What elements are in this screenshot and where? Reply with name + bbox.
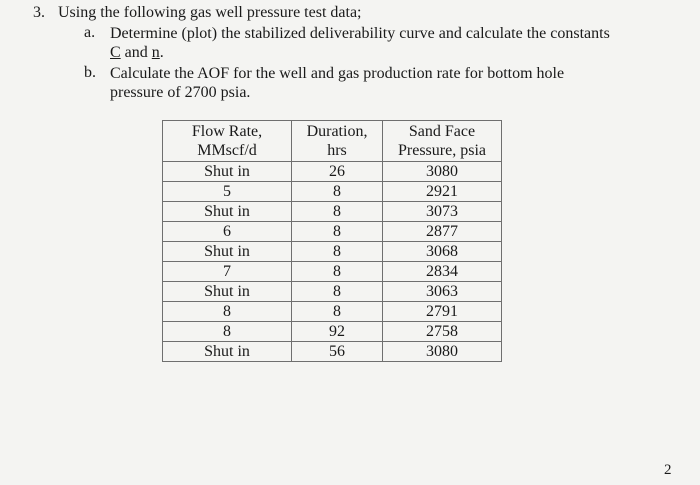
header-duration: Duration, hrs xyxy=(292,121,383,162)
item-a-and: and xyxy=(120,44,152,61)
cell-flow-rate: Shut in xyxy=(163,342,292,362)
cell-pressure: 2921 xyxy=(383,182,502,202)
cell-pressure: 2834 xyxy=(383,262,502,282)
cell-pressure: 2758 xyxy=(383,322,502,342)
cell-duration: 8 xyxy=(292,222,383,242)
page-number: 2 xyxy=(664,462,672,478)
cell-flow-rate: 8 xyxy=(163,322,292,342)
table-row xyxy=(163,222,502,242)
table-row xyxy=(163,242,502,262)
cell-flow-rate: Shut in xyxy=(163,202,292,222)
table-row xyxy=(163,262,502,282)
item-b-label: b. xyxy=(84,64,96,81)
header-flow-rate: Flow Rate, MMscf/d xyxy=(163,121,292,162)
cell-duration: 8 xyxy=(292,262,383,282)
table-row xyxy=(163,322,502,342)
cell-duration: 92 xyxy=(292,322,383,342)
question-number: 3. xyxy=(33,4,45,21)
cell-duration: 8 xyxy=(292,182,383,202)
cell-pressure: 3068 xyxy=(383,242,502,262)
table-row xyxy=(163,282,502,302)
item-b-line1: Calculate the AOF for the well and gas production rate for bottom hole xyxy=(110,65,565,82)
table-row xyxy=(163,162,502,182)
cell-flow-rate: Shut in xyxy=(163,282,292,302)
table-row xyxy=(163,182,502,202)
cell-pressure: 3080 xyxy=(383,162,502,182)
item-b-line2: pressure of 2700 psia. xyxy=(110,84,251,101)
item-a-period: . xyxy=(159,44,164,61)
cell-flow-rate: 7 xyxy=(163,262,292,282)
cell-duration: 8 xyxy=(292,242,383,262)
item-a-text xyxy=(110,24,610,62)
table-row xyxy=(163,302,502,322)
table-header-row xyxy=(163,121,502,162)
item-b-text xyxy=(110,64,564,102)
cell-pressure: 3080 xyxy=(383,342,502,362)
table-row xyxy=(163,202,502,222)
pressure-test-table xyxy=(162,120,502,362)
cell-flow-rate: Shut in xyxy=(163,242,292,262)
cell-duration: 8 xyxy=(292,282,383,302)
cell-pressure: 3063 xyxy=(383,282,502,302)
cell-pressure: 2877 xyxy=(383,222,502,242)
constant-c: C xyxy=(110,44,121,61)
cell-flow-rate: 5 xyxy=(163,182,292,202)
item-a-line1: Determine (plot) the stabilized deliverability curve and calculate the constants xyxy=(110,25,610,42)
cell-flow-rate: 8 xyxy=(163,302,292,322)
cell-duration: 8 xyxy=(292,202,383,222)
question-text: Using the following gas well pressure test data; xyxy=(58,4,362,21)
item-a-label: a. xyxy=(84,24,96,41)
cell-flow-rate: Shut in xyxy=(163,162,292,182)
header-pressure: Sand Face Pressure, psia xyxy=(383,121,502,162)
cell-pressure: 2791 xyxy=(383,302,502,322)
cell-flow-rate: 6 xyxy=(163,222,292,242)
cell-pressure: 3073 xyxy=(383,202,502,222)
item-a-line2 xyxy=(110,43,610,62)
cell-duration: 8 xyxy=(292,302,383,322)
constant-n: n xyxy=(151,44,160,61)
cell-duration: 26 xyxy=(292,162,383,182)
cell-duration: 56 xyxy=(292,342,383,362)
table-row xyxy=(163,342,502,362)
